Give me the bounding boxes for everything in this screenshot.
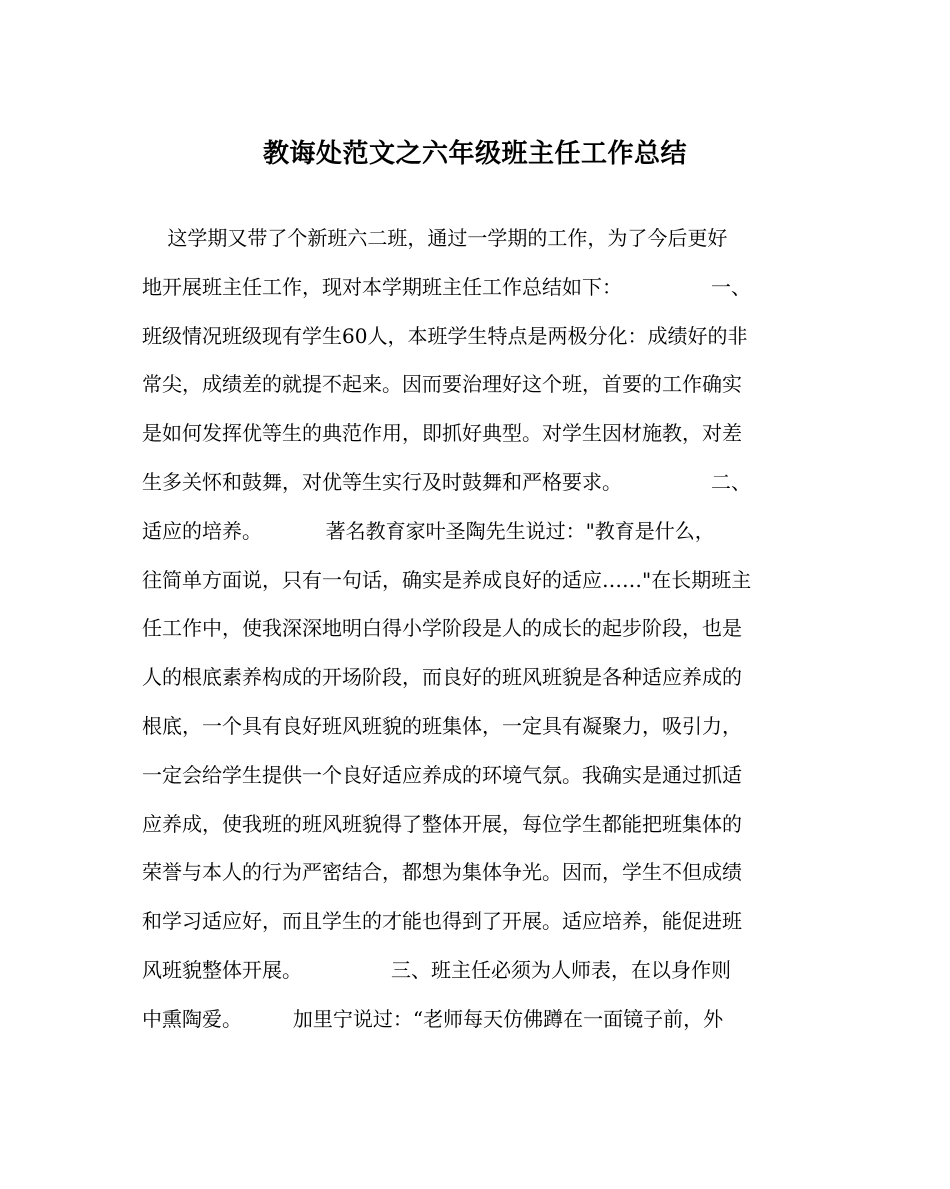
text-line: 这学期又带了个新班六二班，通过一学期的工作，为了今后更好 [142,226,728,250]
text-line: 风班貌整体开展。 三、班主任必须为人师表，在以身作则 [142,957,732,982]
text-line: 一定会给学生提供一个良好适应养成的环境气氛。我确实是通过抓适 [142,762,742,787]
text-line: 根底，一个具有良好班风班貌的班集体，一定具有凝聚力，吸引力， [142,713,742,738]
text-line: 是如何发挥优等生的典范作用，即抓好典型。对学生因材施教，对差 [142,421,742,446]
text-line: 往简单方面说，只有一句话，确实是养成良好的适应……"在长期班主 [142,567,752,592]
text-line: 和学习适应好，而且学生的才能也得到了开展。适应培养，能促进班 [142,909,742,934]
text-line: 常尖，成绩差的就提不起来。因而要治理好这个班，首要的工作确实 [142,372,742,397]
text-line: 任工作中，使我深深地明白得小学阶段是人的成长的起步阶段，也是 [142,616,742,641]
text-line: 适应的培养。 著名教育家叶圣陶先生说过："教育是什么， [142,518,715,543]
body-text [142,220,822,1050]
text-line: 荣誉与本人的行为严密结合，都想为集体争光。因而，学生不但成绩 [142,860,742,885]
text-line: 中熏陶爱。 加里宁说过：“老师每天仿佛蹲在一面镜子前，外 [142,1006,724,1031]
text-line: 地开展班主任工作，现对本学期班主任工作总结如下： 一、 [142,274,752,299]
text-line: 人的根底素养构成的开场阶段，而良好的班风班貌是各种适应养成的 [142,665,742,690]
text-line: 班级情况班级现有学生60人，本班学生特点是两极分化：成绩好的非 [142,323,748,348]
text-line: 生多关怀和鼓舞，对优等生实行及时鼓舞和严格要求。 二、 [142,469,752,494]
page-title: 教诲处范文之六年级班主任工作总结 [262,139,687,169]
text-line: 应养成，使我班的班风班貌得了整体开展，每位学生都能把班集体的 [142,811,742,836]
